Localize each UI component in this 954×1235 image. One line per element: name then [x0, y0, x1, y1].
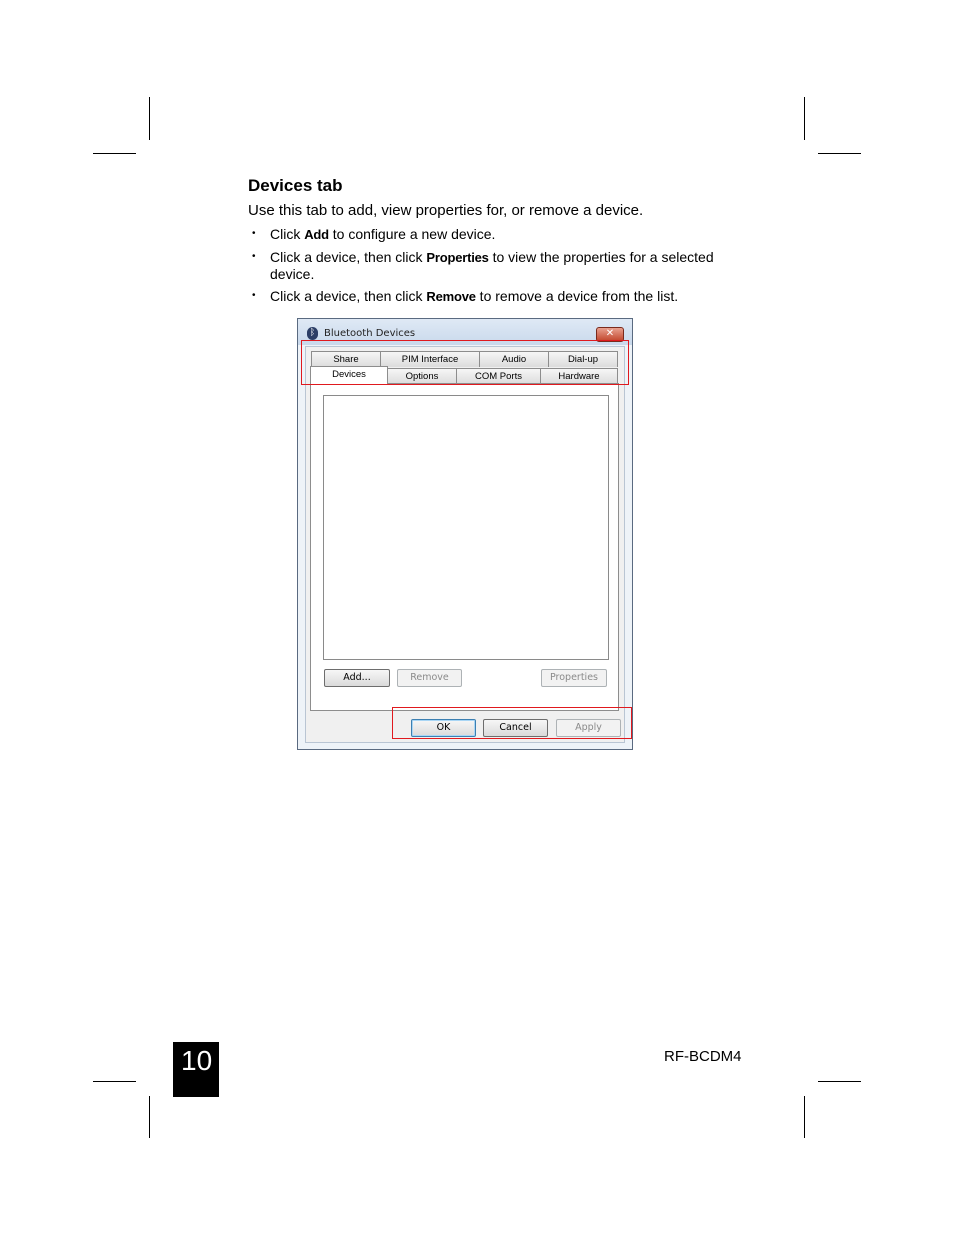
device-list[interactable]: [323, 395, 609, 660]
add-button[interactable]: Add...: [324, 669, 390, 687]
list-item: • Click a device, then click Properties to view the properties for a selected device.: [252, 249, 714, 282]
tab-audio[interactable]: Audio: [479, 351, 549, 367]
list-item: • Click Add to configure a new device.: [252, 226, 496, 242]
bluetooth-icon: ᛒ: [307, 327, 318, 340]
page-number: 10: [173, 1042, 219, 1097]
cancel-button[interactable]: Cancel: [483, 719, 548, 737]
crop-mark: [93, 1081, 136, 1082]
title-bar: [298, 319, 632, 345]
close-button[interactable]: ✕: [596, 327, 624, 342]
crop-mark: [804, 97, 805, 140]
crop-mark: [149, 1096, 150, 1138]
ok-button[interactable]: OK: [411, 719, 476, 737]
section-heading: Devices tab: [248, 176, 343, 195]
crop-mark: [93, 153, 136, 154]
tab-devices[interactable]: Devices: [310, 366, 388, 384]
tab-hardware[interactable]: Hardware: [540, 368, 618, 384]
tab-dial-up[interactable]: Dial-up: [548, 351, 618, 367]
section-intro: Use this tab to add, view properties for, or remove a device.: [248, 202, 644, 219]
remove-button[interactable]: Remove: [397, 669, 462, 687]
bullet: •: [252, 251, 256, 262]
crop-mark: [149, 97, 150, 140]
dialog-title: Bluetooth Devices: [324, 328, 416, 339]
instruction-list: [252, 226, 732, 311]
tab-com-ports[interactable]: COM Ports: [456, 368, 541, 384]
tab-share[interactable]: Share: [311, 351, 381, 367]
bullet: •: [252, 228, 256, 239]
properties-button[interactable]: Properties: [541, 669, 607, 687]
crop-mark: [818, 1081, 861, 1082]
apply-button[interactable]: Apply: [556, 719, 621, 737]
crop-mark: [804, 1096, 805, 1138]
crop-mark: [818, 153, 861, 154]
model-number: RF-BCDM4: [664, 1048, 742, 1065]
bullet: •: [252, 290, 256, 301]
tab-pim-interface[interactable]: PIM Interface: [380, 351, 480, 367]
list-item: • Click a device, then click Remove to remove a device from the list.: [252, 288, 679, 304]
tab-options[interactable]: Options: [387, 368, 457, 384]
